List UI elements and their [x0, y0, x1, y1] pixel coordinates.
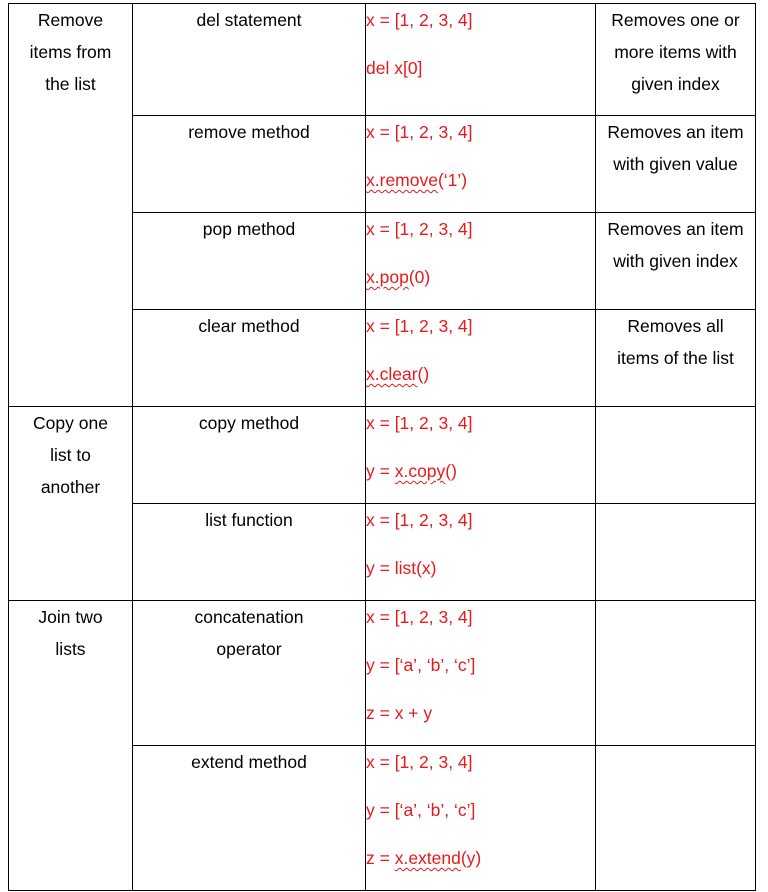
description-line: Removes one or — [611, 10, 740, 30]
code-text: x = [1, 2, 3, 4] — [366, 122, 473, 142]
code-line — [366, 552, 595, 584]
code-text: y = [‘a’, ‘b’, ‘c’] — [366, 800, 476, 820]
category-line: list to — [50, 445, 91, 465]
category-line: Remove — [37, 10, 104, 30]
code-text: x = [1, 2, 3, 4] — [366, 752, 473, 772]
description-cell — [596, 4, 756, 116]
description-line: Removes an item — [607, 122, 744, 142]
description-cell — [596, 116, 756, 213]
method-cell — [133, 310, 366, 407]
category-line: Copy one — [33, 413, 108, 433]
method-cell — [133, 213, 366, 310]
category-line: lists — [55, 639, 86, 659]
code-text: x = [1, 2, 3, 4] — [366, 607, 473, 627]
code-line — [366, 504, 595, 536]
code-line — [366, 116, 595, 148]
method-cell — [133, 504, 366, 601]
table-body — [9, 4, 756, 891]
method-name-line: operator — [216, 639, 282, 659]
method-name: clear method — [198, 316, 300, 336]
category-cell — [9, 407, 133, 601]
code-text-misspelled: x.copy — [394, 461, 446, 481]
code-line — [366, 455, 595, 487]
code-cell — [366, 116, 596, 213]
code-text-misspelled: x.remove — [366, 170, 438, 190]
method-name: extend method — [191, 752, 307, 772]
method-cell — [133, 746, 366, 891]
table-row — [9, 407, 756, 504]
category-cell — [9, 4, 133, 407]
method-cell — [133, 116, 366, 213]
method-name: pop method — [202, 219, 296, 239]
code-line — [366, 164, 595, 196]
code-text-misspelled: x.extend — [394, 848, 461, 868]
code-line — [366, 310, 595, 342]
description-line: more items with — [614, 42, 737, 62]
code-text: z = — [366, 848, 395, 868]
code-cell — [366, 746, 596, 891]
method-name: del statement — [196, 10, 302, 30]
description-cell — [596, 213, 756, 310]
description-line: with given value — [613, 154, 738, 174]
code-line — [366, 842, 595, 874]
code-text: del x[0] — [366, 58, 423, 78]
method-name-line: concatenation — [194, 607, 304, 627]
description-cell — [596, 746, 756, 891]
code-text: z = x + y — [366, 703, 433, 723]
code-text: y = [‘a’, ‘b’, ‘c’] — [366, 655, 476, 675]
code-line — [366, 649, 595, 681]
category-line: items from — [29, 42, 112, 62]
code-line — [366, 794, 595, 826]
description-cell — [596, 504, 756, 601]
code-line — [366, 407, 595, 439]
table-row — [9, 4, 756, 116]
code-cell — [366, 4, 596, 116]
code-text: () — [417, 364, 430, 384]
code-line — [366, 358, 595, 390]
method-name: remove method — [188, 122, 310, 142]
code-text: (‘1’) — [437, 170, 468, 190]
method-name: copy method — [198, 413, 300, 433]
code-line — [366, 697, 595, 729]
code-line — [366, 213, 595, 245]
code-text: y = — [366, 461, 395, 481]
code-text: x = [1, 2, 3, 4] — [366, 10, 473, 30]
category-line: Join two — [38, 607, 103, 627]
code-text-misspelled: x.pop — [366, 267, 409, 287]
description-cell — [596, 407, 756, 504]
code-text: () — [445, 461, 457, 481]
category-cell — [9, 601, 133, 891]
description-line: Removes an item — [607, 219, 744, 239]
code-text: x = [1, 2, 3, 4] — [366, 510, 473, 530]
code-text: x = [1, 2, 3, 4] — [366, 413, 473, 433]
description-cell — [596, 601, 756, 746]
code-line — [366, 52, 595, 84]
description-line: given index — [631, 74, 720, 94]
code-text-misspelled: x.clear — [366, 364, 418, 384]
method-cell — [133, 601, 366, 746]
description-cell — [596, 310, 756, 407]
code-text: x = [1, 2, 3, 4] — [366, 316, 473, 336]
description-line: with given index — [613, 251, 738, 271]
category-line: the list — [45, 74, 96, 94]
code-line — [366, 261, 595, 293]
code-cell — [366, 213, 596, 310]
description-line: items of the list — [617, 348, 734, 368]
method-cell — [133, 4, 366, 116]
code-text: (y) — [460, 848, 482, 868]
method-name: list function — [205, 510, 293, 530]
code-line — [366, 601, 595, 633]
table-row — [9, 601, 756, 746]
code-cell — [366, 504, 596, 601]
code-text: y = list(x) — [366, 558, 437, 578]
method-cell — [133, 407, 366, 504]
code-line — [366, 746, 595, 778]
code-cell — [366, 601, 596, 746]
description-line: Removes all — [627, 316, 724, 336]
code-cell — [366, 310, 596, 407]
code-cell — [366, 407, 596, 504]
category-line: another — [40, 477, 101, 497]
code-line — [366, 4, 595, 36]
list-operations-table — [8, 3, 756, 891]
code-text: (0) — [408, 267, 431, 287]
code-text: x = [1, 2, 3, 4] — [366, 219, 473, 239]
